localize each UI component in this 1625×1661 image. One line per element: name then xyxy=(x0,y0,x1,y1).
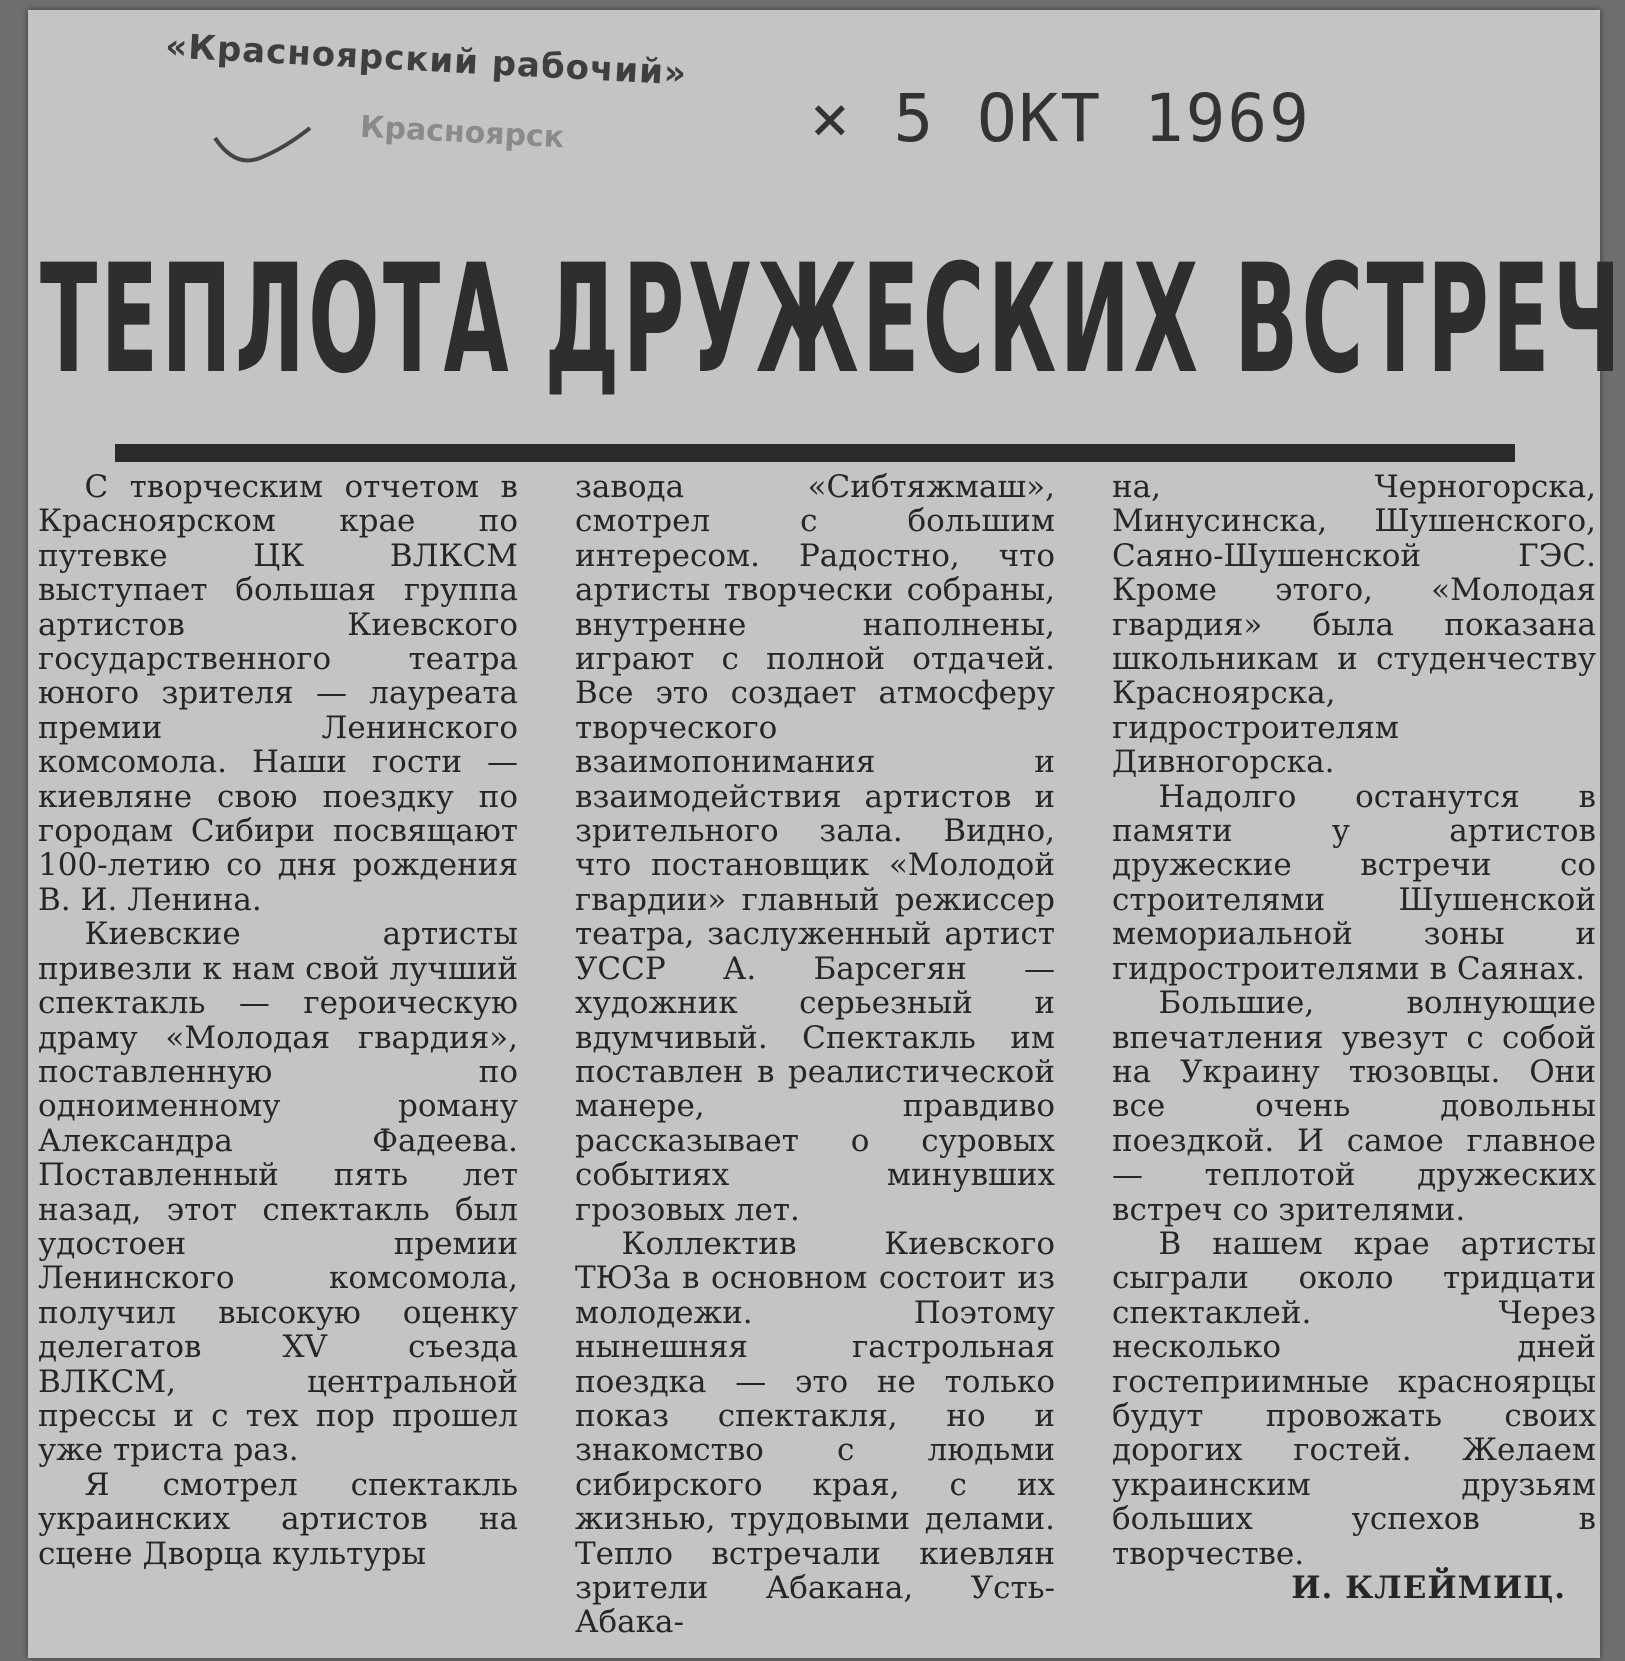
paragraph: завода «Сибтяжмаш», смотрел с большим интересом. Радостно, что артисты творчески собраны, внутренне наполнены, играют с полной отдачей. Все это создает атмосферу творческого взаимопонимания и взаимодействия артистов и зрительного зала. Видно, что постановщик «Молодой гвардии» главный режиссер театра, заслуженный артист УССР А. Барсегян — художник серьезный и вдумчивый. Спектакль им поставлен в реалистической манере, правдиво рассказывает о суровых событиях минувших грозовых лет. xyxy=(575,469,1055,1228)
paragraph: на, Черногорска, Минусинска, Шушенского, Саяно-Шушенской ГЭС. Кроме этого, «Молодая гвардия» была показана школьникам и студенчеству Красноярска, гидростроителям Дивногорска. xyxy=(1112,469,1596,781)
headline-rule xyxy=(115,444,1515,462)
author-signature: И. КЛЕЙМИЦ. xyxy=(1291,1570,1566,1606)
date-stamp: × 5 ОКТ 1969 xyxy=(810,80,1311,157)
paragraph: В нашем крае артисты сыграли около тридцати спектаклей. Через несколько дней гостеприимные красноярцы будут провожать своих дорогих гостей. Желаем украинским друзьям больших успехов в творчестве. xyxy=(1112,1225,1596,1572)
paragraph: Большие, волнующие впечатления увезут с собой на Украину тюзовцы. Они все очень довольны поездкой. И самое главное — теплотой дружеских встреч со зрителями. xyxy=(1112,985,1596,1228)
article-column-1 xyxy=(38,470,518,1571)
paragraph: Надолго останутся в памяти у артистов дружеские встречи со строителями Шушенской мемориальной зоны и гидростроителями в Саянах. xyxy=(1112,778,1596,987)
paragraph: С творческим отчетом в Красноярском крае по путевке ЦК ВЛКСМ выступает большая группа артистов Киевского государственного театра юного зрителя — лауреата премии Ленинского комсомола. Наши гости — киевляне свою поездку по городам Сибири посвящают 100-летию со дня рождения В. И. Ленина. xyxy=(38,469,518,918)
paragraph: Коллектив Киевского ТЮЗа в основном состоит из молодежи. Поэтому нынешняя гастрольная поездка — это не только показ спектакля, но и знакомство с людьми сибирского края, с их жизнью, трудовыми делами. Тепло встречали киевлян зрители Абакана, Усть-Абака- xyxy=(575,1225,1055,1641)
article-column-2 xyxy=(575,470,1055,1640)
city-stamp: Красноярск xyxy=(359,109,566,156)
article-column-3 xyxy=(1112,470,1596,1605)
paragraph: Я смотрел спектакль украинских артистов на сцене Дворца культуры xyxy=(38,1466,518,1572)
newspaper-name-stamp: «Красноярский рабочий» xyxy=(164,26,688,94)
headline: ТЕПЛОТА ДРУЖЕСКИХ ВСТРЕЧ xyxy=(40,233,1625,407)
paragraph: Киевские артисты привезли к нам свой лучший спектакль — героическую драму «Молодая гвардия», поставленную по одноименному роману Александра Фадеева. Поставленный пять лет назад, этот спектакль был удостоен премии Ленинского комсомола, получил высокую оценку делегатов XV съезда ВЛКСМ, центральной прессы и с тех пор прошел уже триста раз. xyxy=(38,916,518,1469)
check-mark-icon xyxy=(210,120,320,170)
